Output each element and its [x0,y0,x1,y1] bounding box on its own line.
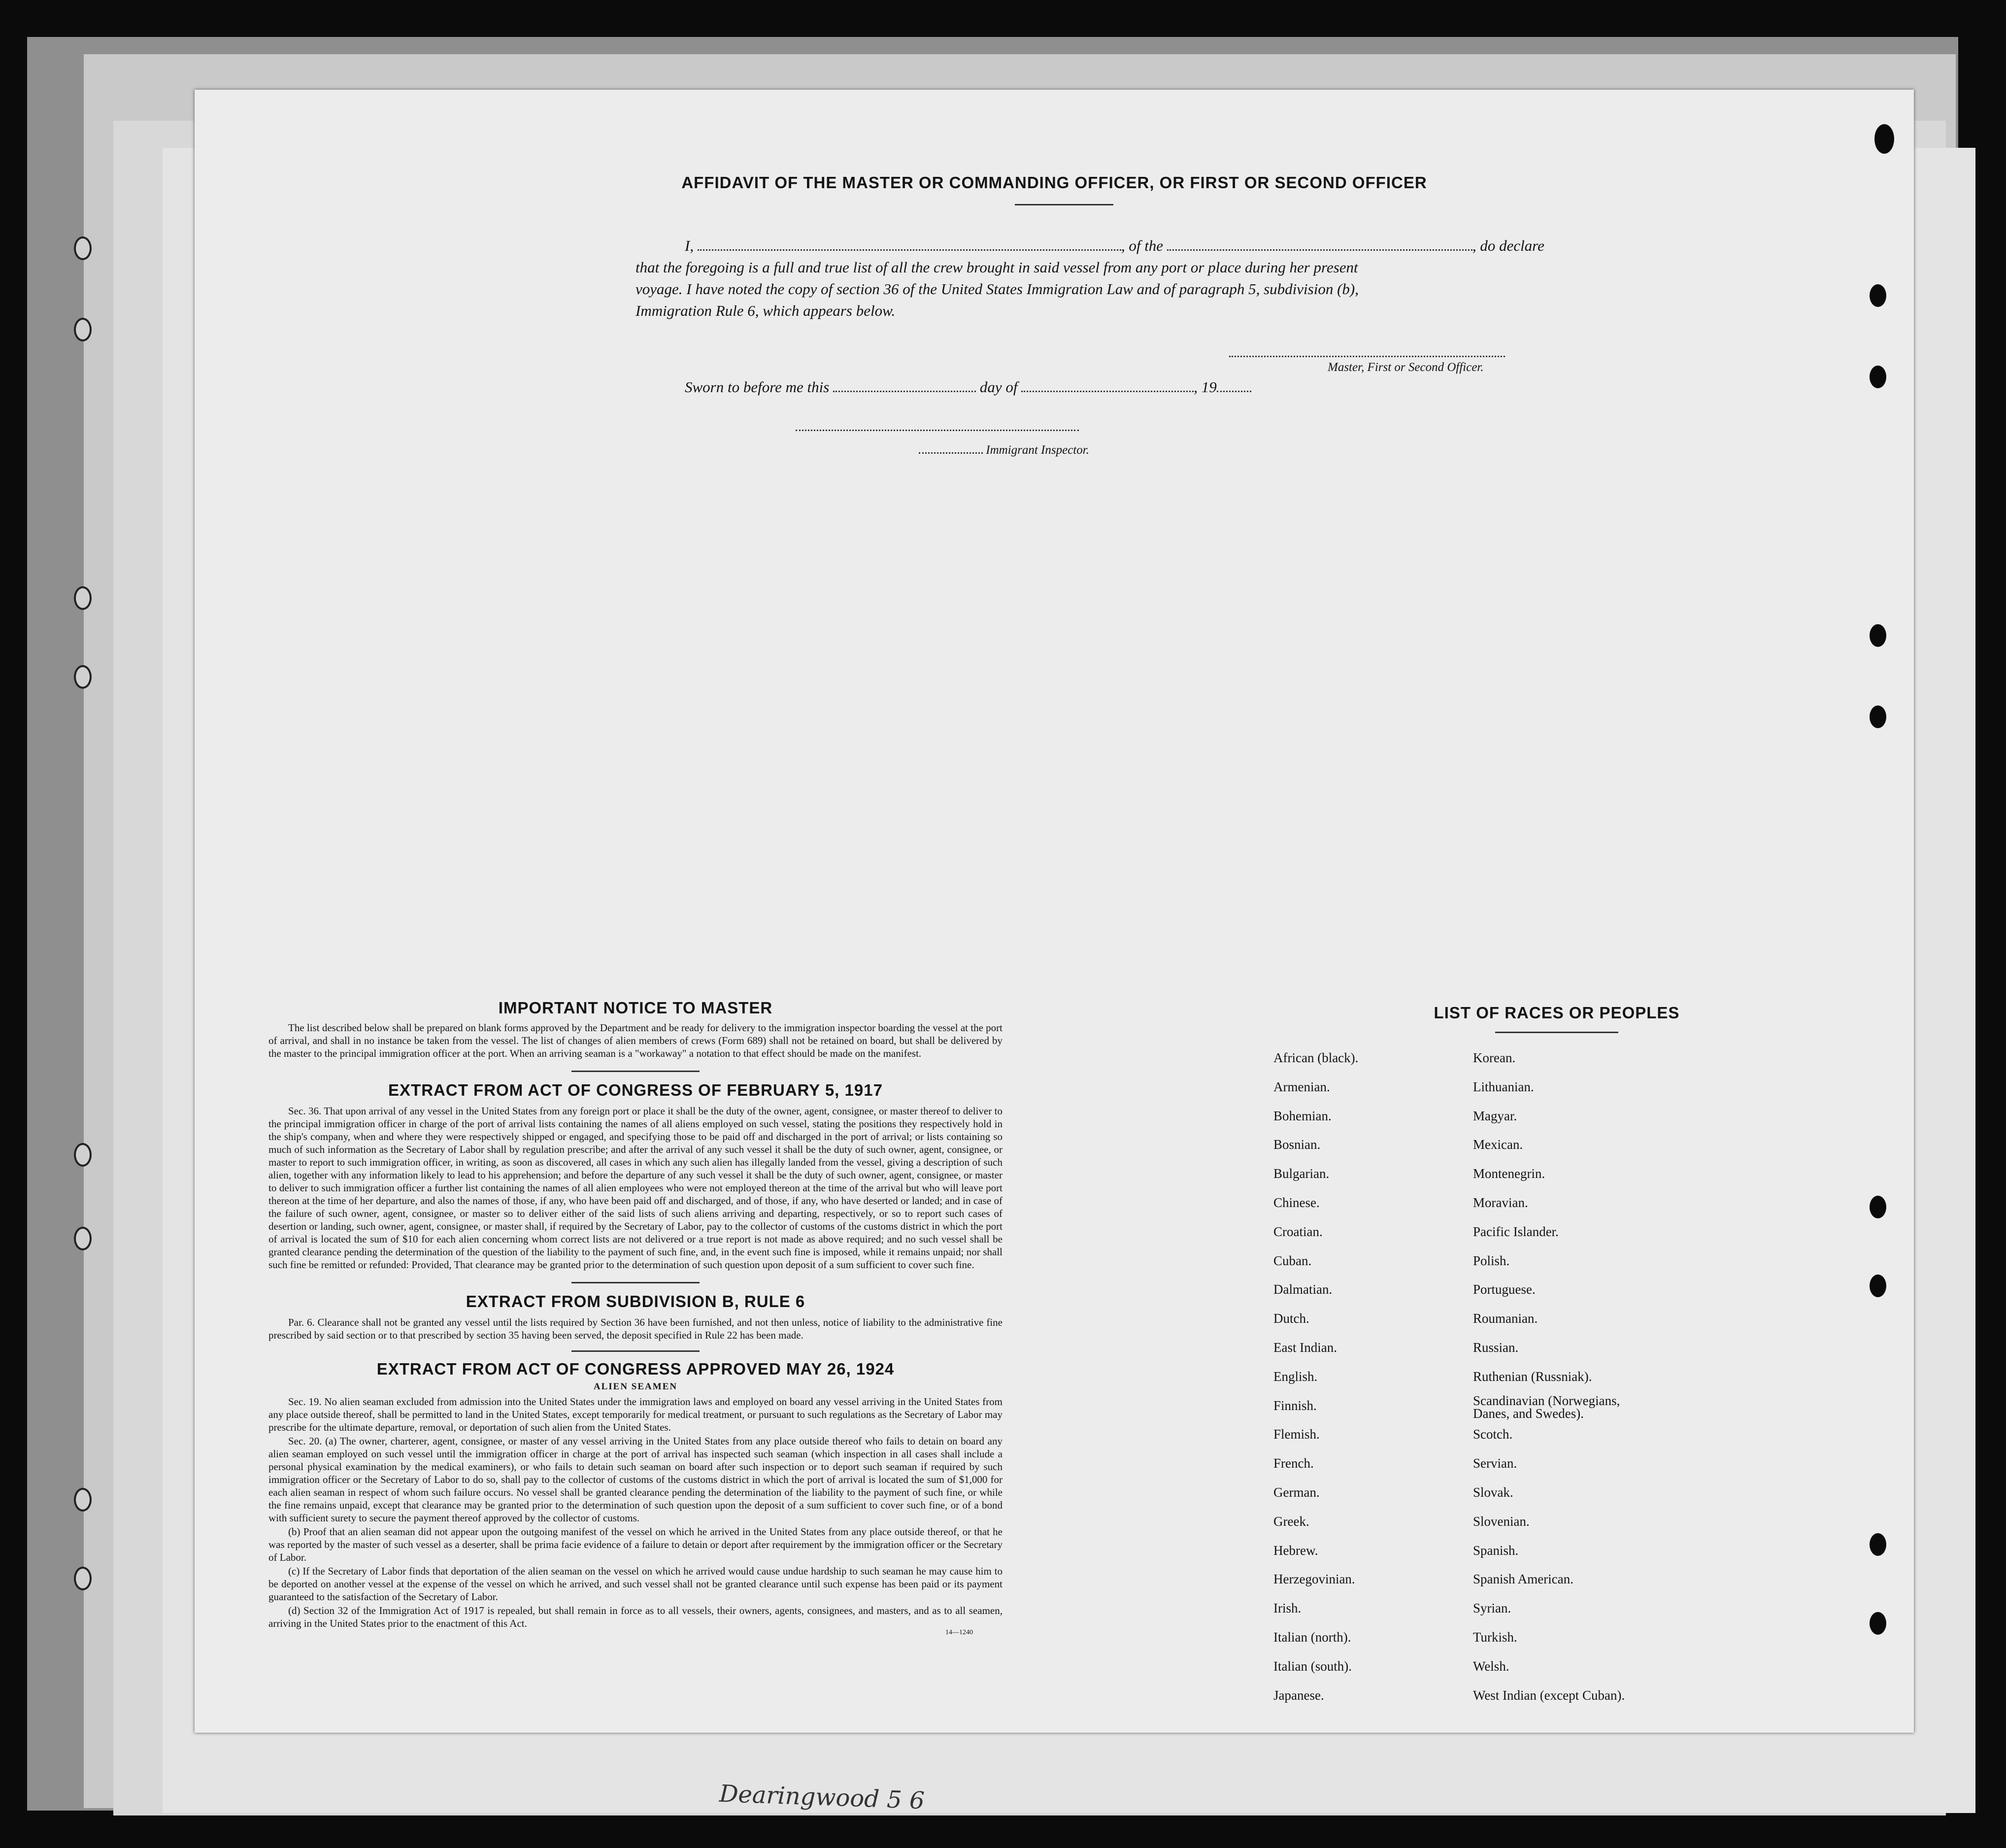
race-item: English. [1273,1369,1318,1384]
inspector-label: Immigrant Inspector. [986,443,1089,457]
extract-1924-paragraph: (b) Proof that an alien seaman did not appear upon the outgoing manifest of the vessel on which he arrived in the United States from any place outside thereof, or that he was reported by the master of such vessel as a deserter, shall be prima facie evidence of a failure to detain or deport after requirement by the immigration officer or the Secretary of Labor. [268,1526,1003,1563]
day-field[interactable] [833,378,976,392]
rule-6-text [268,1316,1003,1342]
race-item: Turkish. [1473,1630,1517,1645]
handwritten-note: Dearingwood 5 6 [719,1780,925,1815]
race-item: Slovak. [1473,1485,1513,1500]
punch-hole [74,1488,92,1512]
race-item: Welsh. [1473,1658,1509,1674]
race-item: Montenegrin. [1473,1166,1545,1181]
race-item: Dalmatian. [1273,1282,1333,1297]
punch-hole [1870,1533,1886,1556]
divider [1015,204,1113,205]
race-item: East Indian. [1273,1340,1337,1355]
extract-1924-paragraph: Sec. 20. (a) The owner, charterer, agent, consignee, or master of any vessel arriving in the United States from any place outside thereof who fails to detain on board any alien seaman employed on such vessel until the immigration officer in charge at the port of arrival has inspected such seaman (which inspection in all cases shall include a personal physical examination by the medical examiners), or who fails to detain such seaman on board after such inspection or to deport such seaman if required by such immigration officer or the Secretary of Labor to do so, shall pay to the collector of customs of the customs district in which the port of arrival is located the sum of $1,000 for each alien seaman in respect of whom such failure occurs. No vessel shall be granted clearance pending the determination of the liability to the payment of such fine, or while the fine remains unpaid, except that clearance may be granted prior to the determination of such question upon the deposit of a sum sufficient to cover such fine, or of a bond with sufficient surety to secure the payment thereof approved by the collector of customs. [268,1435,1003,1524]
form-page [195,90,1914,1733]
year-field[interactable] [1217,378,1251,392]
race-item: Pacific Islander. [1473,1224,1559,1239]
races-title: LIST OF RACES OR PEOPLES [1434,1004,1680,1022]
name-field[interactable] [698,236,1121,251]
inspector-label-row [919,443,1089,457]
race-item: Polish. [1473,1253,1510,1268]
punch-hole [1870,706,1886,728]
sworn-line [635,378,1251,396]
punch-hole [1870,1275,1886,1297]
punch-hole [1870,366,1886,388]
race-item: Italian (south). [1273,1658,1352,1674]
affidavit-line: that the foregoing is a full and true list of all the crew brought in said vessel from any port or place during her present [635,259,1358,276]
race-item: Slovenian. [1473,1513,1530,1529]
race-item: Italian (north). [1273,1630,1351,1645]
race-item: German. [1273,1485,1320,1500]
left-column [268,999,1003,1637]
race-item: Syrian. [1473,1601,1511,1616]
race-item: African (black). [1273,1050,1359,1065]
notice-title: IMPORTANT NOTICE TO MASTER [498,999,773,1017]
race-item: Cuban. [1273,1253,1312,1268]
sworn-label: Sworn to before me this [685,378,830,396]
inspector-dots [919,445,983,454]
punch-hole [74,236,92,260]
race-item: Hebrew. [1273,1543,1318,1558]
race-item: Dutch. [1273,1311,1309,1326]
punch-hole [1870,1612,1886,1635]
race-item: Lithuanian. [1473,1079,1534,1094]
rule-6-paragraph: Par. 6. Clearance shall not be granted any vessel until the lists required by Section 36 have been furnished, and not then unless, notice of liability to the administrative fine prescribed by said section or to that prescribed by section 35 having been served, the deposit specified in Rule 22 has been made. [268,1316,1003,1341]
race-item: Ruthenian (Russniak). [1473,1369,1592,1384]
race-item: Bulgarian. [1273,1166,1330,1181]
punch-hole [74,1567,92,1590]
year-label: , 19 [1194,378,1217,396]
race-item: Mexican. [1473,1137,1523,1152]
race-item: Croatian. [1273,1224,1323,1239]
notice-text [268,1021,1003,1060]
do-declare-label: , do declare [1472,237,1544,254]
race-item: Chinese. [1273,1195,1320,1210]
race-item: Armenian. [1273,1079,1330,1094]
punch-hole [1870,624,1886,647]
divider [571,1071,700,1072]
extract-1924-paragraph: Sec. 19. No alien seaman excluded from admission into the United States under the immigration laws and employed on board any vessel arriving in the United States from any place outside thereof, shall be permitted to land in the United States, except temporarily for medical treatment, or pursuant to such regulations as the Secretary of Labor may prescribe for the ultimate departure, removal, or deportation of such alien from the United States. [268,1396,1003,1433]
punch-hole [74,318,92,341]
race-item: Scotch. [1473,1427,1513,1442]
alien-seamen-subtitle: ALIEN SEAMEN [593,1381,678,1392]
punch-hole [1870,1196,1886,1218]
of-the-label: , of the [1121,237,1164,254]
race-item: French. [1273,1456,1314,1471]
divider [1495,1032,1618,1033]
month-field[interactable] [1021,378,1194,392]
race-item: Greek. [1273,1513,1309,1529]
affidavit-title: AFFIDAVIT OF THE MASTER OR COMMANDING OFFICER, OR FIRST OR SECOND OFFICER [681,173,1427,192]
day-of-label: day of [979,378,1018,396]
race-item: Irish. [1273,1601,1302,1616]
punch-hole [74,1227,92,1250]
extract-1917-text [268,1105,1003,1271]
race-item: Portuguese. [1473,1282,1536,1297]
punch-hole [1874,124,1894,154]
inspector-signature-line[interactable] [796,430,1079,431]
punch-hole [74,1143,92,1167]
extract-1917-title: EXTRACT FROM ACT OF CONGRESS OF FEBRUARY 5, 1917 [388,1081,883,1099]
punch-hole [74,586,92,610]
affidavit-line: Immigration Rule 6, which appears below. [635,302,896,319]
race-item: Magyar. [1473,1108,1517,1123]
race-item: West Indian (except Cuban). [1473,1687,1625,1703]
notice-paragraph: The list described below shall be prepared on blank forms approved by the Department and be ready for delivery to the immigration inspector boarding the vessel at the port of arrival, and shall in no instance be taken from the vessel. The list of changes of alien members of crews (Form 689) shall not be retained on board, but shall be delivered by the master to the principal immigration officer at the port. When an arriving seaman is a "workaway" a notation to that effect should be made on the manifest. [268,1022,1003,1059]
extract-1924-paragraph: (d) Section 32 of the Immigration Act of 1917 is repealed, but shall remain in force as to all vessels, their owners, agents, consignees, and masters, and as to all seamen, arriving in the United States prior to the enactment of this Act. [268,1605,1003,1629]
divider [571,1350,700,1352]
affidavit-line: voyage. I have noted the copy of section 36 of the United States Immigration Law and of paragraph 5, subdivision (b), [635,280,1359,298]
race-item: Spanish. [1473,1543,1519,1558]
race-item: Finnish. [1273,1398,1317,1413]
form-number: 14—1240 [945,1629,973,1636]
extract-1917-paragraph: Sec. 36. That upon arrival of any vessel in the United States from any foreign port or place it shall be the duty of the owner, agent, consignee, or master thereof to deliver to the principal immigration officer in charge of the port of arrival lists containing the names of all aliens employed on such vessel, stating the positions they respectively hold in the ship's company, when and where they were respectively shipped or engaged, and specifying those to be paid off and discharged in the port of arrival; or lists containing so much of such information as the Secretary of Labor shall by regulation prescribe; and after the arrival of any such vessel it shall be the duty of such owner, agent, consignee, or master to report to such immigration officer, in writing, as soon as discovered, all cases in which any such alien has illegally landed from the vessel, giving a description of such alien, together with any information likely to lead to his apprehension; and before the departure of any such vessel it shall be the duty of such owner, agent, consignee, or master to deliver to such immigration officer a further list containing the names of all alien employees who were not employed thereon at the time of the arrival but who will leave port thereon at the time of her departure, and also the names of those, if any, who have been paid off and discharged, and of those, if any, who have deserted or landed; and in case of the failure of such owner, agent, consignee, or master so to deliver either of the said lists of such aliens arriving and departing, respectively, or so to report such cases of desertion or landing, such owner, agent, consignee, or master shall, if required by the Secretary of Labor, pay to the collector of customs of the customs district in which the port of arrival is located the sum of $10 for each alien concerning whom correct lists are not delivered or a true report is not made as above required; and no such vessel shall be granted clearance pending the determination of the question of the liability to the payment of such fine, and, in the event such fine is imposed, while it remains unpaid; nor shall such fine be remitted or refunded: Provided, That clearance may be granted prior to the determination of such question upon deposit of a sum sufficient to cover such fine. [268,1105,1003,1271]
master-signature-line[interactable] [1229,356,1505,357]
race-item: Herzegovinian. [1273,1572,1355,1587]
punch-hole [74,665,92,689]
affidavit-body [635,235,1754,322]
race-item: Bohemian. [1273,1108,1332,1123]
extract-1924-title: EXTRACT FROM ACT OF CONGRESS APPROVED MAY 26, 1924 [376,1360,895,1378]
vessel-field[interactable] [1167,236,1472,251]
i-label: I, [685,237,694,254]
race-item: Servian. [1473,1456,1517,1471]
race-item: Flemish. [1273,1427,1320,1442]
divider [571,1282,700,1283]
race-item: Moravian. [1473,1195,1528,1210]
race-item: Scandinavian (Norwegians, Danes, and Swedes). [1473,1393,1620,1421]
punch-hole [1870,284,1886,307]
race-item: Bosnian. [1273,1137,1321,1152]
race-item: Korean. [1473,1050,1516,1065]
master-signature-label: Master, First or Second Officer. [1328,361,1484,374]
race-item: Russian. [1473,1340,1519,1355]
rule-6-title: EXTRACT FROM SUBDIVISION B, RULE 6 [466,1292,805,1310]
race-item: Spanish American. [1473,1572,1573,1587]
extract-1924-paragraph: (c) If the Secretary of Labor finds that deportation of the alien seaman on the vessel on which he arrived would cause undue hardship to such seaman he may cause him to be deported on another vessel at the expense of the vessel on which he arrived, and such vessel shall not be granted clearance until such expense has been paid or its payment guaranteed to the satisfaction of the Secretary of Labor. [268,1565,1003,1603]
race-item: Roumanian. [1473,1311,1538,1326]
extract-1924-text [268,1395,1003,1630]
race-item: Japanese. [1273,1687,1324,1703]
